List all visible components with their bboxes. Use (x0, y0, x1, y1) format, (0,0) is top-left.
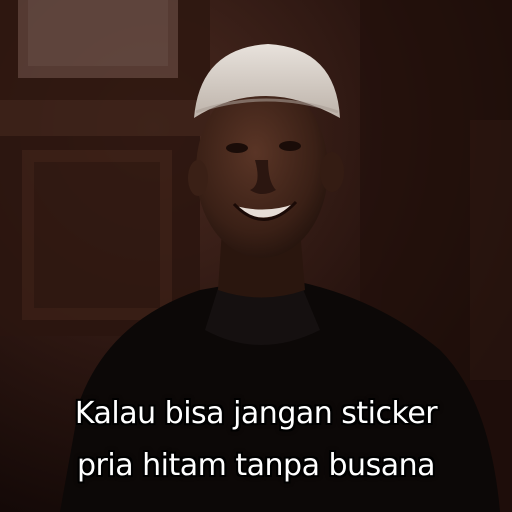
wall-panel (0, 0, 210, 336)
caption-line-1: Kalau bisa jangan sticker (74, 396, 438, 431)
caption-line-2: pria hitam tanpa busana (77, 448, 435, 483)
meme-caption (0, 388, 512, 492)
